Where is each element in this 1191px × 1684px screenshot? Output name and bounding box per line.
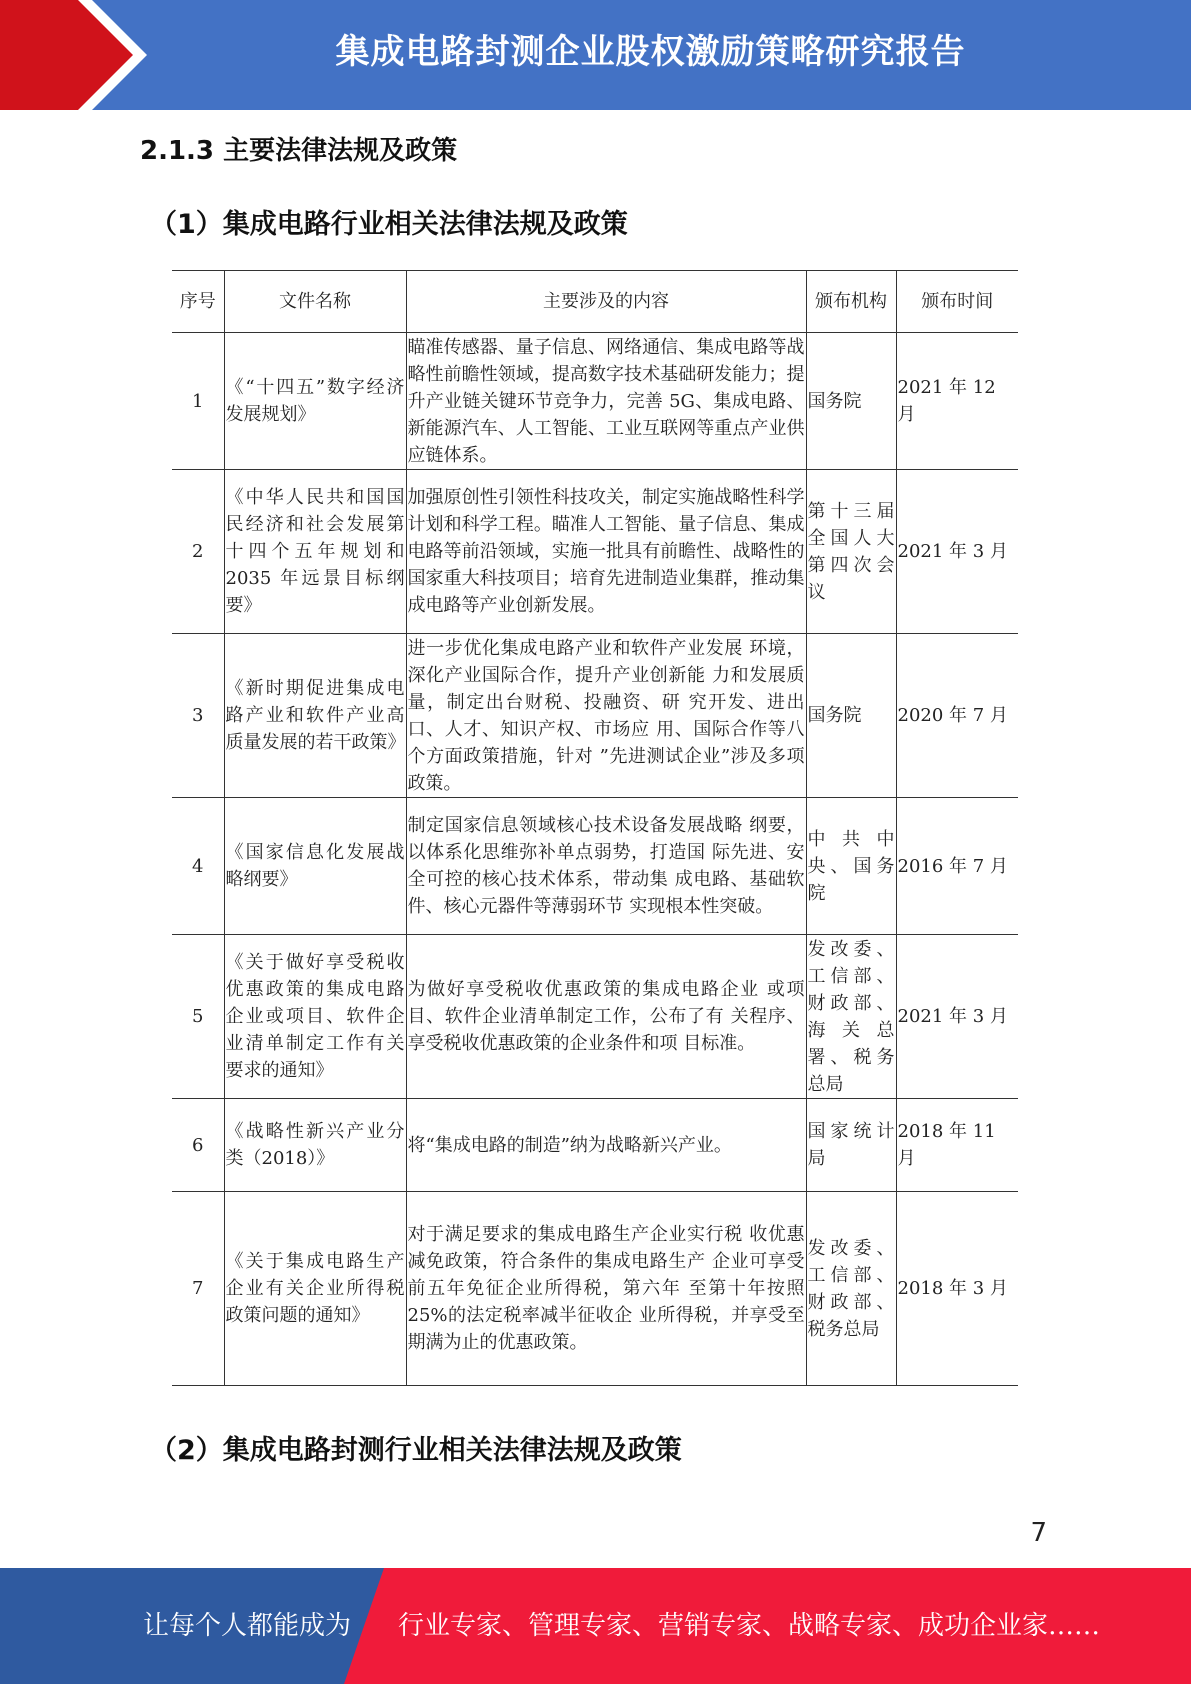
issuing-org: 国家统计局 (806, 1099, 896, 1192)
document-content: 制定国家信息领域核心技术设备发展战略 纲要，以体系化思维弥补单点弱势，打造国 际先进、安全可控的核心技术体系，带动集 成电路、基础软件、核心元器件等薄弱环节 实现根本性突破。 (406, 798, 806, 935)
footer-slogan-left: 让每个人都能成为 (143, 1611, 352, 1641)
row-number: 3 (172, 634, 224, 798)
document-name: 《中华人民共和国国民经济和社会发展第十四个五年规划和 2035 年远景目标纲要》 (224, 470, 406, 634)
column-header-no: 序号 (172, 271, 224, 333)
document-name: 《新时期促进集成电路产业和软件产业高质量发展的若干政策》 (224, 634, 406, 798)
row-number: 5 (172, 935, 224, 1099)
issue-date: 2020 年 7 月 (896, 634, 1018, 798)
column-header-date: 颁布时间 (896, 271, 1018, 333)
report-title: 集成电路封测企业股权激励策略研究报告 (335, 32, 966, 72)
table-row (172, 634, 1018, 798)
document-content: 加强原创性引领性科技攻关，制定实施战略性科学计划和科学工程。瞄准人工智能、量子信息、集成电路等前沿领域，实施一批具有前瞻性、战略性的国家重大科技项目；培育先进制造业集群，推动集成电路等产业创新发展。 (406, 470, 806, 634)
document-content: 瞄准传感器、量子信息、网络通信、集成电路等战略性前瞻性领域，提高数字技术基础研发能力；提升产业链关键环节竞争力，完善 5G、集成电路、新能源汽车、人工智能、工业互联网等重点产业供应链体系。 (406, 333, 806, 470)
table-row (172, 333, 1018, 470)
issuing-org: 发改委、工信部、财政部、海关总署、税务总局 (806, 935, 896, 1099)
row-number: 7 (172, 1192, 224, 1386)
footer-slogan-right: 行业专家、管理专家、营销专家、战略专家、成功企业家…… (398, 1611, 1101, 1641)
document-name: 《国家信息化发展战略纲要》 (224, 798, 406, 935)
document-name: 《战略性新兴产业分类（2018）》 (224, 1099, 406, 1192)
issuing-org: 第十三届全国人大第四次会议 (806, 470, 896, 634)
document-content: 将“集成电路的制造”纳为战略新兴产业。 (406, 1099, 806, 1192)
red-chevron-decoration (0, 0, 150, 110)
sub-heading-ic-policies: （1）集成电路行业相关法律法规及政策 (150, 209, 628, 240)
issue-date: 2018 年 11 月 (896, 1099, 1018, 1192)
document-name: 《关于集成电路生产企业有关企业所得税政策问题的通知》 (224, 1192, 406, 1386)
issuing-org: 国务院 (806, 634, 896, 798)
issue-date: 2021 年 12 月 (896, 333, 1018, 470)
page-header-band (0, 0, 1191, 110)
sub-heading-packaging-policies: （2）集成电路封测行业相关法律法规及政策 (150, 1435, 682, 1466)
issue-date: 2021 年 3 月 (896, 470, 1018, 634)
section-heading: 2.1.3 主要法律法规及政策 (140, 136, 458, 166)
issuing-org: 发改委、工信部、财政部、税务总局 (806, 1192, 896, 1386)
issue-date: 2018 年 3 月 (896, 1192, 1018, 1386)
table-row (172, 1192, 1018, 1386)
column-header-name: 文件名称 (224, 271, 406, 333)
policy-table (172, 270, 1018, 1386)
page-footer-band (0, 1568, 1191, 1684)
table-row (172, 470, 1018, 634)
issue-date: 2021 年 3 月 (896, 935, 1018, 1099)
table-row (172, 1099, 1018, 1192)
row-number: 4 (172, 798, 224, 935)
document-name: 《“十四五”数字经济发展规划》 (224, 333, 406, 470)
issuing-org: 中共中央、国务院 (806, 798, 896, 935)
page-number: 7 (1030, 1518, 1047, 1548)
table-row (172, 798, 1018, 935)
issue-date: 2016 年 7 月 (896, 798, 1018, 935)
column-header-org: 颁布机构 (806, 271, 896, 333)
row-number: 6 (172, 1099, 224, 1192)
document-content: 为做好享受税收优惠政策的集成电路企业 或项目、软件企业清单制定工作，公布了有 关程序、享受税收优惠政策的企业条件和项 目标准。 (406, 935, 806, 1099)
table-row (172, 935, 1018, 1099)
document-content: 进一步优化集成电路产业和软件产业发展 环境，深化产业国际合作，提升产业创新能 力和发展质量，制定出台财税、投融资、研 究开发、进出口、人才、知识产权、市场应 用、国际合作等八个方面政策措施，针对 ”先进测试企业”涉及多项政策。 (406, 634, 806, 798)
table-header-row (172, 271, 1018, 333)
row-number: 1 (172, 333, 224, 470)
column-header-content: 主要涉及的内容 (406, 271, 806, 333)
document-name: 《关于做好享受税收优惠政策的集成电路企业或项目、软件企业清单制定工作有关要求的通知》 (224, 935, 406, 1099)
document-content: 对于满足要求的集成电路生产企业实行税 收优惠减免政策，符合条件的集成电路生产 企业可享受前五年免征企业所得税，第六年 至第十年按照 25%的法定税率减半征收企 业所得税，并享受至期满为止的优惠政策。 (406, 1192, 806, 1386)
issuing-org: 国务院 (806, 333, 896, 470)
row-number: 2 (172, 470, 224, 634)
